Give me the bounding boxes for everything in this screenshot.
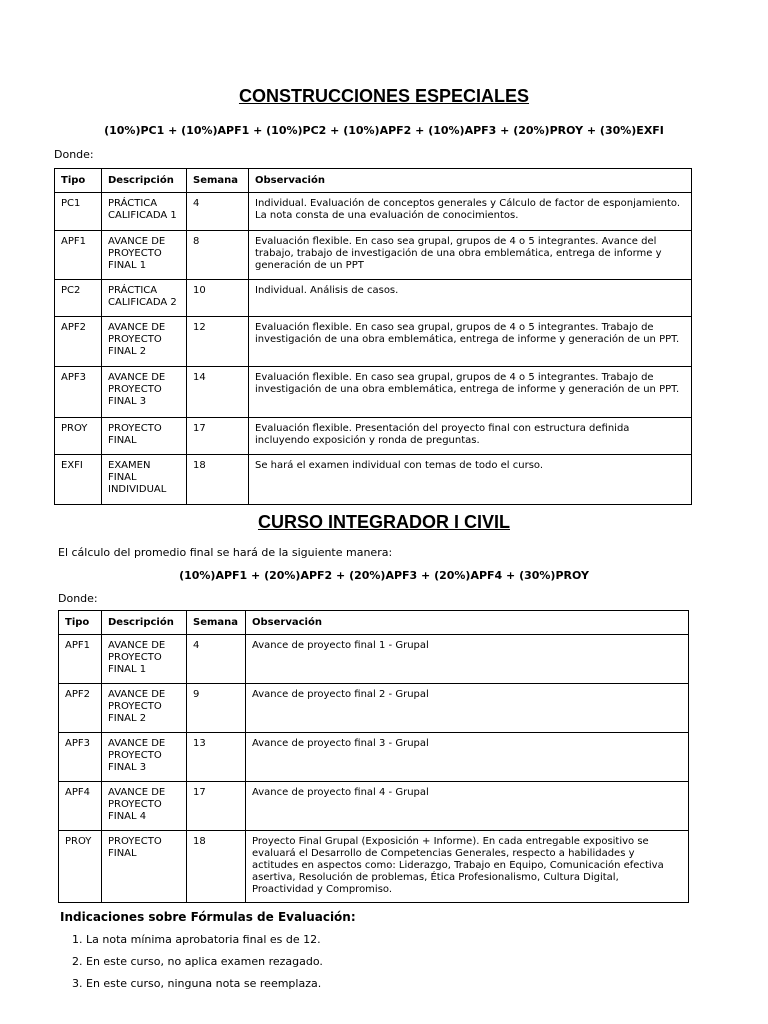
notes-list bbox=[52, 932, 726, 998]
cell-semana: 17 bbox=[187, 418, 249, 455]
cell-descripcion: PRÁCTICA CALIFICADA 1 bbox=[102, 193, 187, 231]
cell-observacion: Avance de proyecto final 1 - Grupal bbox=[246, 635, 689, 684]
cell-tipo: PC2 bbox=[55, 280, 102, 317]
header-observacion: Observación bbox=[249, 169, 692, 193]
table-row bbox=[55, 280, 692, 317]
cell-observacion: Avance de proyecto final 4 - Grupal bbox=[246, 782, 689, 831]
cell-observacion: Evaluación flexible. En caso sea grupal, grupos de 4 o 5 integrantes. Trabajo de investigación de una obra emblemática, entrega de informe y generación de un PPT. bbox=[249, 317, 692, 367]
cell-descripcion: AVANCE DE PROYECTO FINAL 1 bbox=[102, 231, 187, 280]
list-item: 1. La nota mínima aprobatoria final es de 12. bbox=[86, 932, 726, 954]
cell-semana: 18 bbox=[187, 831, 246, 903]
cell-semana: 14 bbox=[187, 367, 249, 418]
table-row bbox=[59, 733, 689, 782]
cell-tipo: EXFI bbox=[55, 455, 102, 505]
section1-formula: (10%)PC1 + (10%)APF1 + (10%)PC2 + (10%)APF2 + (10%)APF3 + (20%)PROY + (30%)EXFI bbox=[104, 124, 664, 137]
cell-descripcion: AVANCE DE PROYECTO FINAL 2 bbox=[102, 317, 187, 367]
cell-semana: 13 bbox=[187, 733, 246, 782]
cell-tipo: APF3 bbox=[55, 367, 102, 418]
section2-title: CURSO INTEGRADOR I CIVIL bbox=[257, 512, 510, 532]
cell-tipo: APF2 bbox=[59, 684, 102, 733]
section2-formula: (10%)APF1 + (20%)APF2 + (20%)APF3 + (20%)APF4 + (30%)PROY bbox=[179, 569, 589, 582]
cell-tipo: APF1 bbox=[59, 635, 102, 684]
cell-observacion: Proyecto Final Grupal (Exposición + Informe). En cada entregable expositivo se evaluará el Desarrollo de Competencias Generales, respecto a habilidades y actitudes en aspectos como: Liderazgo, Trabajo en Equipo, Comunicación efectiva asertiva, Resolución de problemas, Ética Profesionalismo, Cultura Digital, Proactividad y Compromiso. bbox=[246, 831, 689, 903]
header-descripcion: Descripción bbox=[102, 169, 187, 193]
cell-semana: 4 bbox=[187, 635, 246, 684]
table-row bbox=[59, 831, 689, 903]
cell-descripcion: PROYECTO FINAL bbox=[102, 831, 187, 903]
header-tipo: Tipo bbox=[55, 169, 102, 193]
section1-donde-label: Donde: bbox=[54, 148, 94, 161]
cell-descripcion: PROYECTO FINAL bbox=[102, 418, 187, 455]
section2-donde-label: Donde: bbox=[58, 592, 98, 605]
cell-tipo: APF3 bbox=[59, 733, 102, 782]
section1-title: CONSTRUCCIONES ESPECIALES bbox=[238, 86, 530, 106]
table-row bbox=[55, 193, 692, 231]
cell-observacion: Se hará el examen individual con temas de todo el curso. bbox=[249, 455, 692, 505]
cell-descripcion: AVANCE DE PROYECTO FINAL 2 bbox=[102, 684, 187, 733]
cell-semana: 17 bbox=[187, 782, 246, 831]
table-header-row bbox=[59, 611, 689, 635]
table-row bbox=[55, 317, 692, 367]
table-row bbox=[59, 684, 689, 733]
table-row bbox=[55, 231, 692, 280]
list-item: 2. En este curso, no aplica examen rezagado. bbox=[86, 954, 726, 976]
table-header-row bbox=[55, 169, 692, 193]
header-observacion: Observación bbox=[246, 611, 689, 635]
cell-observacion: Avance de proyecto final 2 - Grupal bbox=[246, 684, 689, 733]
cell-semana: 12 bbox=[187, 317, 249, 367]
cell-tipo: APF2 bbox=[55, 317, 102, 367]
cell-observacion: Evaluación flexible. En caso sea grupal, grupos de 4 o 5 integrantes. Trabajo de investigación de una obra emblemática, entrega de informe y generación de un PPT. bbox=[249, 367, 692, 418]
cell-tipo: PROY bbox=[59, 831, 102, 903]
table-row bbox=[59, 635, 689, 684]
cell-observacion: Individual. Análisis de casos. bbox=[249, 280, 692, 317]
cell-semana: 8 bbox=[187, 231, 249, 280]
cell-tipo: PC1 bbox=[55, 193, 102, 231]
notes-heading: Indicaciones sobre Fórmulas de Evaluación: bbox=[60, 910, 356, 924]
cell-descripcion: EXAMEN FINAL INDIVIDUAL bbox=[102, 455, 187, 505]
cell-tipo: APF1 bbox=[55, 231, 102, 280]
cell-descripcion: AVANCE DE PROYECTO FINAL 1 bbox=[102, 635, 187, 684]
cell-descripcion: AVANCE DE PROYECTO FINAL 3 bbox=[102, 733, 187, 782]
cell-semana: 4 bbox=[187, 193, 249, 231]
cell-observacion: Evaluación flexible. Presentación del proyecto final con estructura definida incluyendo exposición y ronda de preguntas. bbox=[249, 418, 692, 455]
table-row bbox=[55, 418, 692, 455]
cell-descripcion: PRÁCTICA CALIFICADA 2 bbox=[102, 280, 187, 317]
cell-observacion: Avance de proyecto final 3 - Grupal bbox=[246, 733, 689, 782]
cell-semana: 10 bbox=[187, 280, 249, 317]
cell-semana: 18 bbox=[187, 455, 249, 505]
header-semana: Semana bbox=[187, 169, 249, 193]
table-row bbox=[55, 455, 692, 505]
table-row bbox=[55, 367, 692, 418]
list-item: 3. En este curso, ninguna nota se reemplaza. bbox=[86, 976, 726, 998]
section1-table bbox=[54, 168, 692, 505]
cell-descripcion: AVANCE DE PROYECTO FINAL 3 bbox=[102, 367, 187, 418]
cell-observacion: Individual. Evaluación de conceptos generales y Cálculo de factor de esponjamiento. La nota consta de una evaluación de conocimientos. bbox=[249, 193, 692, 231]
section2-table bbox=[58, 610, 689, 903]
cell-tipo: APF4 bbox=[59, 782, 102, 831]
cell-tipo: PROY bbox=[55, 418, 102, 455]
cell-observacion: Evaluación flexible. En caso sea grupal, grupos de 4 o 5 integrantes. Avance del trabajo, trabajo de investigación de una obra emblemática, entrega de informe y generación de un PPT bbox=[249, 231, 692, 280]
section2-intro: El cálculo del promedio final se hará de la siguiente manera: bbox=[58, 546, 393, 559]
cell-descripcion: AVANCE DE PROYECTO FINAL 4 bbox=[102, 782, 187, 831]
cell-semana: 9 bbox=[187, 684, 246, 733]
table-row bbox=[59, 782, 689, 831]
header-tipo: Tipo bbox=[59, 611, 102, 635]
header-descripcion: Descripción bbox=[102, 611, 187, 635]
header-semana: Semana bbox=[187, 611, 246, 635]
